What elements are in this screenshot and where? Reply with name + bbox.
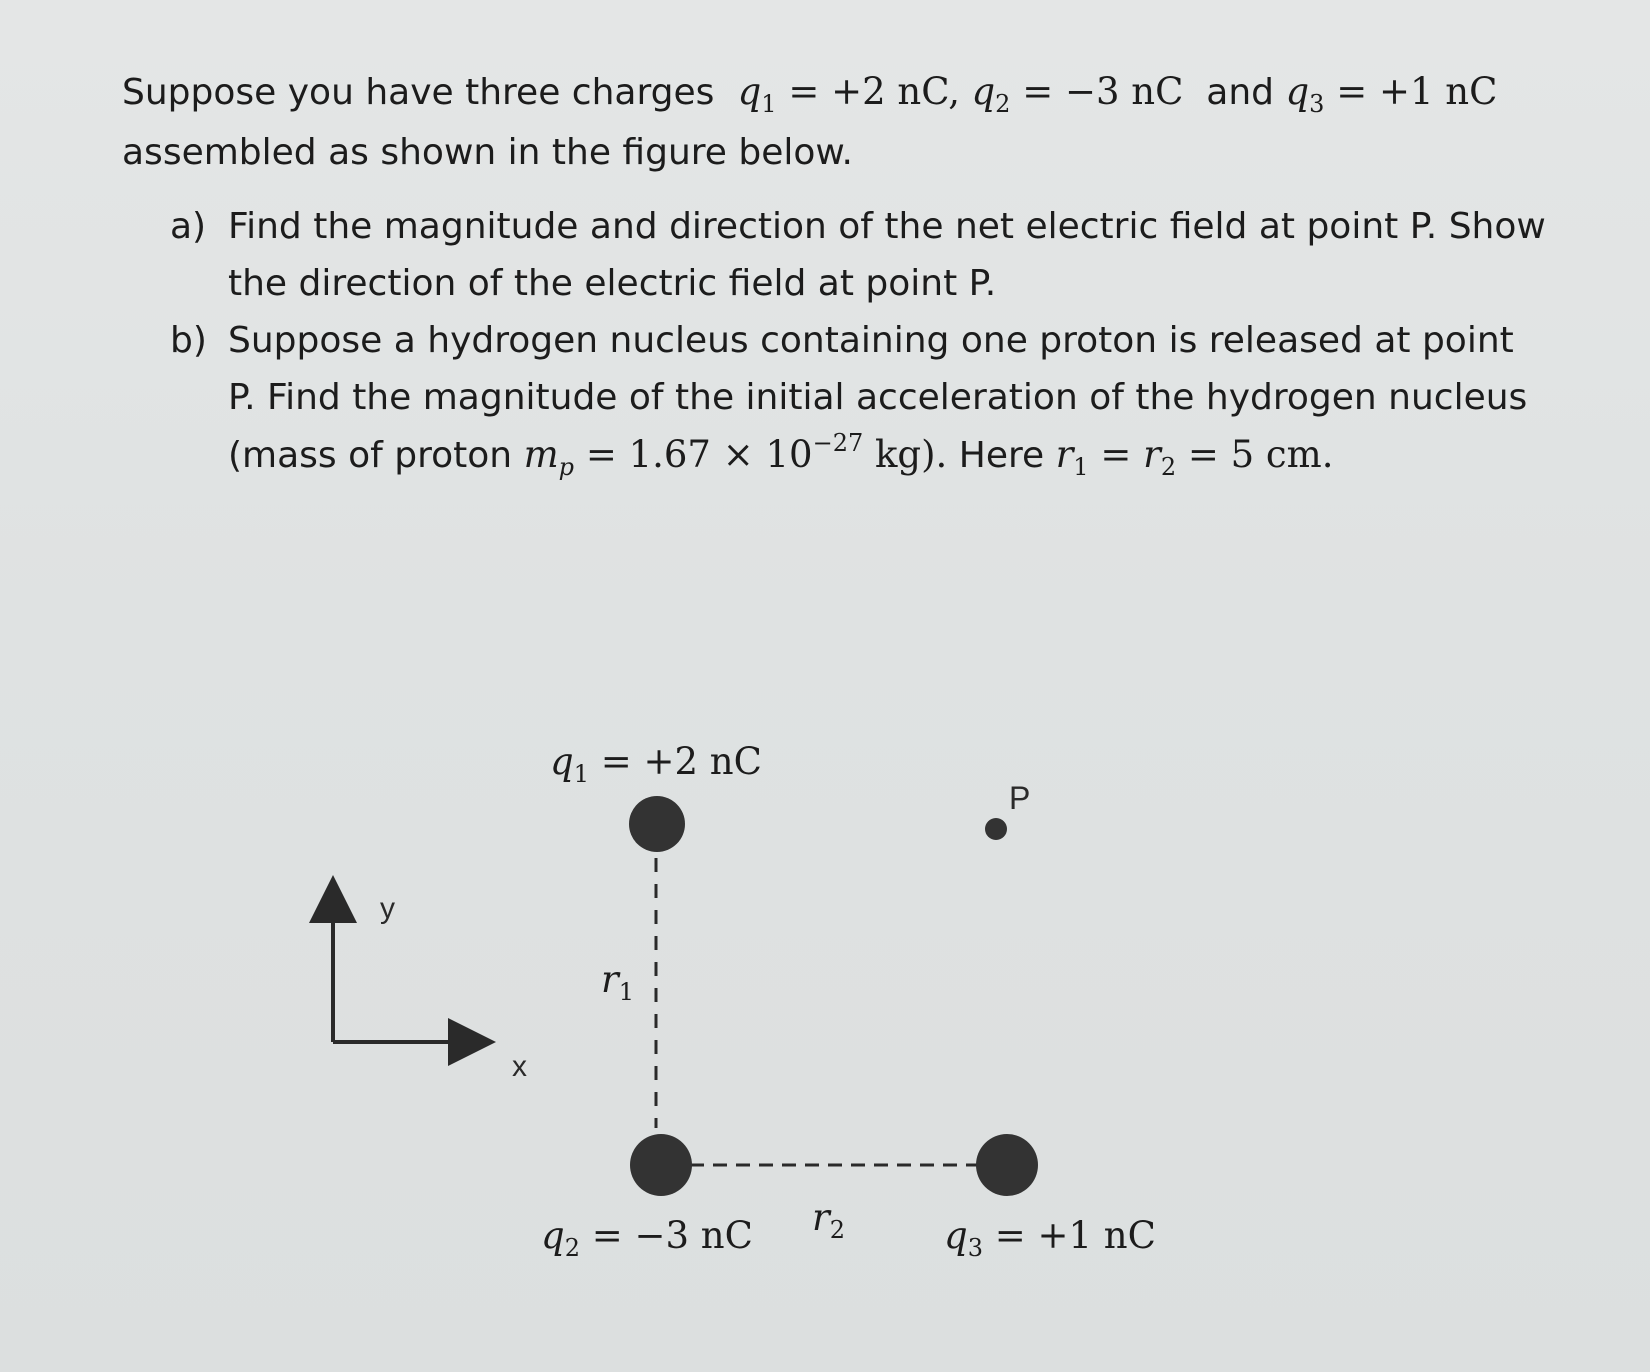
mass-prefix: (mass of proton bbox=[228, 435, 513, 476]
q2-label: $q_2 = -3$ nC bbox=[541, 1214, 753, 1262]
charge-q1-dot bbox=[629, 796, 685, 852]
axes-indicator bbox=[333, 883, 488, 1042]
here-word: Here bbox=[958, 435, 1045, 476]
part-a-line-1: Find the magnitude and direction of the net electric field at point P. Show bbox=[228, 206, 1546, 247]
y-axis-label: y bbox=[380, 892, 395, 925]
charge-q3-expression: $q_3 = +1$ nC bbox=[1285, 70, 1498, 118]
part-b-line-1: Suppose a hydrogen nucleus containing one proton is released at point bbox=[228, 320, 1514, 361]
part-a-marker: a) bbox=[170, 206, 207, 247]
and-word: and bbox=[1206, 72, 1275, 113]
q3-label: $q_3 = +1$ nC bbox=[944, 1214, 1156, 1262]
problem-line-1: Suppose you have three charges $q_1 = +2$ nC, $q_2 = -3$ nC and $q_3 = +1$ nC bbox=[122, 70, 1498, 118]
part-a-line-2: the direction of the electric field at point P. bbox=[228, 263, 997, 304]
r2-label: $r_2$ bbox=[812, 1196, 845, 1244]
x-axis-label: x bbox=[512, 1050, 527, 1083]
proton-mass-expression: $m_p = 1.67 \times 10^{-27}$ kg). bbox=[523, 429, 948, 481]
part-b-marker: b) bbox=[170, 320, 207, 361]
q1-label: $q_1 = +2$ nC bbox=[550, 740, 762, 788]
charge-q2-dot bbox=[630, 1134, 692, 1196]
problem-line-2: assembled as shown in the figure below. bbox=[122, 132, 853, 173]
charge-q2-expression: $q_2 = -3$ nC bbox=[971, 70, 1184, 118]
charge-q3-dot bbox=[976, 1134, 1038, 1196]
point-p-dot bbox=[985, 818, 1007, 840]
point-p-label: P bbox=[1009, 780, 1031, 816]
charge-q1-expression: $q_1 = +2$ nC bbox=[737, 70, 949, 118]
intro-text: Suppose you have three charges bbox=[122, 72, 715, 113]
distance-expression: $r_1 = r_2 = 5$ cm. bbox=[1055, 433, 1334, 481]
part-b-line-2: P. Find the magnitude of the initial acceleration of the hydrogen nucleus bbox=[228, 377, 1528, 418]
r1-label: $r_1$ bbox=[601, 958, 634, 1006]
